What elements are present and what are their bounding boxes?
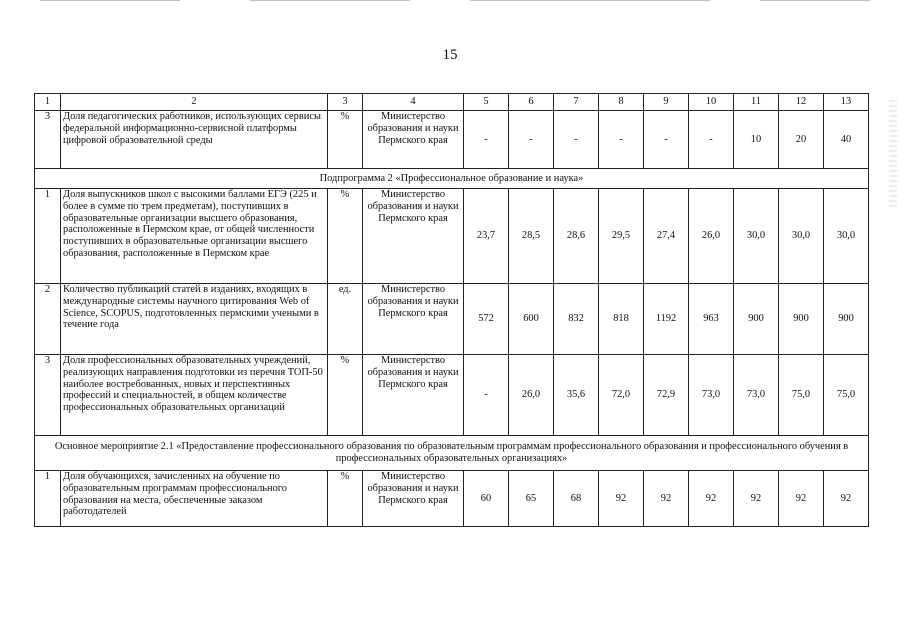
value-cell: 26,0 <box>689 189 734 284</box>
indicator-name: Доля выпускников школ с высокими баллами ЕГЭ (225 и более в сумме по трем предметам), поступивших в образовательные организации высшего образования, расположенные в Пермском крае, от общей численности поступивших в образовательные организации высшего образования, расположенные в Пермском крае <box>61 189 328 284</box>
header-cell: 8 <box>599 94 644 111</box>
unit-cell: ед. <box>328 284 363 355</box>
value-cell: 28,6 <box>554 189 599 284</box>
table-row <box>35 471 869 527</box>
value-cell: 75,0 <box>779 355 824 436</box>
value-cell: 65 <box>509 471 554 527</box>
value-cell: - <box>464 111 509 169</box>
row-number: 1 <box>35 189 61 284</box>
value-cell: 92 <box>824 471 869 527</box>
value-cell: 75,0 <box>824 355 869 436</box>
row-number: 2 <box>35 284 61 355</box>
value-cell: 40 <box>824 111 869 169</box>
responsible-cell: Министерство образования и науки Пермского края <box>363 189 464 284</box>
header-cell: 12 <box>779 94 824 111</box>
unit-cell: % <box>328 471 363 527</box>
responsible-cell: Министерство образования и науки Пермского края <box>363 111 464 169</box>
value-cell: - <box>644 111 689 169</box>
table-row <box>35 111 869 169</box>
indicators-table <box>34 93 869 527</box>
header-cell: 11 <box>734 94 779 111</box>
value-cell: 832 <box>554 284 599 355</box>
value-cell: 72,0 <box>599 355 644 436</box>
value-cell: 10 <box>734 111 779 169</box>
value-cell: 900 <box>734 284 779 355</box>
header-cell: 4 <box>363 94 464 111</box>
value-cell: 818 <box>599 284 644 355</box>
value-cell: 20 <box>779 111 824 169</box>
value-cell: 26,0 <box>509 355 554 436</box>
header-cell: 6 <box>509 94 554 111</box>
value-cell: 30,0 <box>824 189 869 284</box>
value-cell: 60 <box>464 471 509 527</box>
value-cell: 92 <box>779 471 824 527</box>
value-cell: 1192 <box>644 284 689 355</box>
value-cell: 28,5 <box>509 189 554 284</box>
value-cell: 68 <box>554 471 599 527</box>
value-cell: 900 <box>779 284 824 355</box>
header-cell: 3 <box>328 94 363 111</box>
unit-cell: % <box>328 189 363 284</box>
value-cell: 900 <box>824 284 869 355</box>
row-number: 3 <box>35 355 61 436</box>
header-cell: 5 <box>464 94 509 111</box>
section-title: Подпрограмма 2 «Профессиональное образование и наука» <box>35 169 869 189</box>
header-cell: 1 <box>35 94 61 111</box>
scan-margin-mark <box>889 100 897 210</box>
header-row <box>35 94 869 111</box>
header-cell: 2 <box>61 94 328 111</box>
value-cell: 92 <box>689 471 734 527</box>
value-cell: 92 <box>644 471 689 527</box>
table-row <box>35 284 869 355</box>
value-cell: 27,4 <box>644 189 689 284</box>
table-row <box>35 355 869 436</box>
responsible-cell: Министерство образования и науки Пермского края <box>363 471 464 527</box>
value-cell: 572 <box>464 284 509 355</box>
page-edge-line <box>760 0 870 1</box>
header-cell: 13 <box>824 94 869 111</box>
value-cell: 92 <box>734 471 779 527</box>
table-row <box>35 189 869 284</box>
value-cell: 35,6 <box>554 355 599 436</box>
value-cell: 72,9 <box>644 355 689 436</box>
value-cell: 73,0 <box>689 355 734 436</box>
value-cell: - <box>509 111 554 169</box>
indicator-name: Доля обучающихся, зачисленных на обучение по образовательным программам профессионального образования на места, обеспеченные заказом работодателей <box>61 471 328 527</box>
header-cell: 9 <box>644 94 689 111</box>
page-edge-line <box>470 0 710 1</box>
value-cell: 73,0 <box>734 355 779 436</box>
indicator-name: Количество публикаций статей в изданиях, входящих в международные системы научного цитирования Web of Science, SCOPUS, подготовленных пермскими учеными в течение года <box>61 284 328 355</box>
indicator-name: Доля профессиональных образовательных учреждений, реализующих направления подготовки из перечня ТОП-50 наиболее востребованных, новых и перспективных профессий и специальностей, в общем количестве профессиональных образовательных организаций <box>61 355 328 436</box>
value-cell: 29,5 <box>599 189 644 284</box>
value-cell: 600 <box>509 284 554 355</box>
responsible-cell: Министерство образования и науки Пермского края <box>363 284 464 355</box>
indicator-name: Доля педагогических работников, использующих сервисы федеральной информационно-сервисной платформы цифровой образовательной среды <box>61 111 328 169</box>
unit-cell: % <box>328 111 363 169</box>
section-title: Основное мероприятие 2.1 «Предоставление профессионального образования по образовательным программам профессионального образования и профессионального обучения в профессиональных образовательных организациях» <box>35 436 869 471</box>
value-cell: 30,0 <box>734 189 779 284</box>
value-cell: - <box>599 111 644 169</box>
value-cell: - <box>689 111 734 169</box>
value-cell: 23,7 <box>464 189 509 284</box>
responsible-cell: Министерство образования и науки Пермского края <box>363 355 464 436</box>
section-row <box>35 436 869 471</box>
value-cell: - <box>464 355 509 436</box>
section-row <box>35 169 869 189</box>
value-cell: - <box>554 111 599 169</box>
value-cell: 92 <box>599 471 644 527</box>
row-number: 1 <box>35 471 61 527</box>
header-cell: 10 <box>689 94 734 111</box>
value-cell: 30,0 <box>779 189 824 284</box>
header-cell: 7 <box>554 94 599 111</box>
value-cell: 963 <box>689 284 734 355</box>
unit-cell: % <box>328 355 363 436</box>
page-edge-line <box>250 0 410 1</box>
page-number: 15 <box>442 47 458 63</box>
page-edge-line <box>40 0 180 1</box>
row-number: 3 <box>35 111 61 169</box>
